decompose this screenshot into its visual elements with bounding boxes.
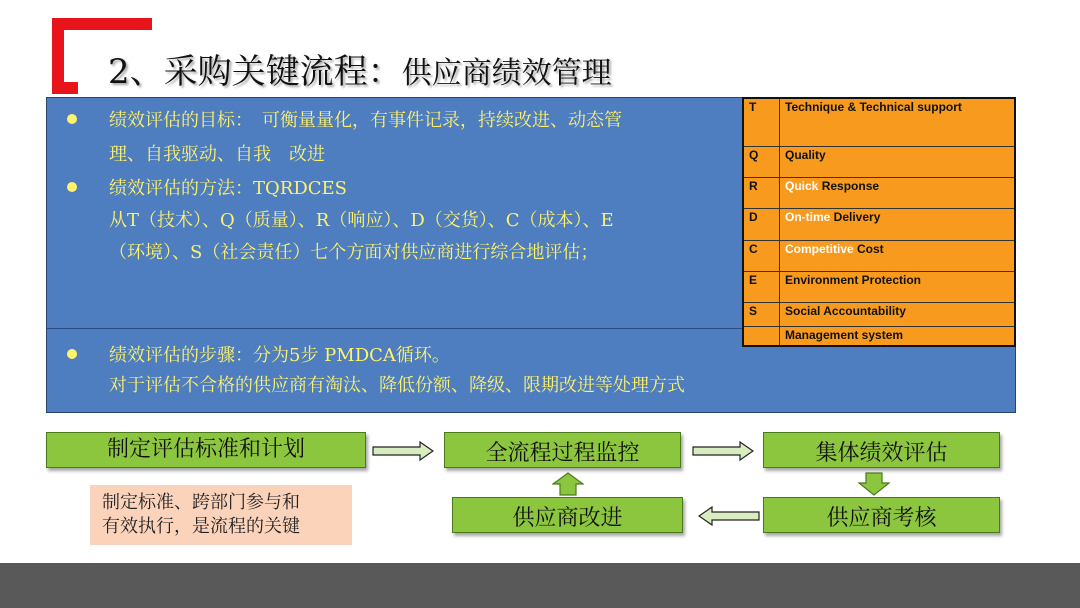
- tqrdces-table: [742, 97, 1016, 347]
- flow-step-set-standards: 制定评估标准和计划: [46, 432, 366, 468]
- table-letter: E: [743, 271, 780, 302]
- table-letter: [743, 327, 780, 346]
- table-row: [743, 303, 1015, 327]
- flow-step-assessment: 供应商考核: [763, 497, 1000, 533]
- goal-line-2: 理、自我驱动、自我 改进: [109, 144, 325, 165]
- key-note-line-1: 制定标准、跨部门参与和: [102, 492, 300, 513]
- arrow-right-icon: [692, 441, 754, 461]
- footer-bar: [0, 563, 1080, 608]
- method-detail-line-2: （环境）、S（社会责任）七个方面对供应商进行综合地评估；: [109, 242, 599, 263]
- table-desc: Competitive Cost: [780, 240, 1016, 271]
- bullet-icon: [67, 114, 77, 124]
- table-desc: Social Accountability: [780, 303, 1016, 327]
- title-sub: 供应商绩效管理: [401, 56, 612, 91]
- table-desc: Technique & Technical support: [780, 98, 1016, 146]
- method-detail-line-1: 从T（技术）、Q（质量）、R（响应）、D（交货）、C（成本）、E: [109, 210, 614, 231]
- table-desc: Environment Protection: [780, 271, 1016, 302]
- title-main: 2、采购关键流程：: [108, 52, 402, 92]
- red-bracket-bottom: [52, 82, 78, 94]
- key-note-line-2: 有效执行，是流程的关键: [102, 516, 300, 537]
- goal-line-1: 绩效评估的目标： 可衡量量化，有事件记录，持续改进、动态管: [109, 110, 622, 131]
- table-row: [743, 209, 1015, 240]
- table-row: [743, 327, 1015, 346]
- table-letter: R: [743, 178, 780, 209]
- table-letter: Q: [743, 146, 780, 177]
- bullet-icon: [67, 182, 77, 192]
- flow-step-improvement: 供应商改进: [452, 497, 683, 533]
- table-letter: S: [743, 303, 780, 327]
- method-line: 绩效评估的方法：TQRDCES: [109, 178, 347, 199]
- table-row: [743, 146, 1015, 177]
- page-title: [108, 44, 612, 93]
- arrow-left-icon: [698, 506, 760, 526]
- table-letter: C: [743, 240, 780, 271]
- red-bracket-top: [52, 18, 152, 30]
- arrow-up-icon: [552, 472, 584, 496]
- table-row: [743, 271, 1015, 302]
- table-row: [743, 178, 1015, 209]
- handling-line: 对于评估不合格的供应商有淘汰、降低份额、降级、限期改进等处理方式: [109, 375, 685, 396]
- flow-step-evaluation: 集体绩效评估: [763, 432, 1000, 468]
- table-desc: Quick Response: [780, 178, 1016, 209]
- arrow-down-icon: [858, 472, 890, 496]
- key-note: [90, 485, 352, 545]
- table-letter: T: [743, 98, 780, 146]
- bullet-icon: [67, 349, 77, 359]
- table-letter: D: [743, 209, 780, 240]
- arrow-right-icon: [372, 441, 434, 461]
- table-desc: Management system: [780, 327, 1016, 346]
- table-desc: On-time Delivery: [780, 209, 1016, 240]
- table-desc: Quality: [780, 146, 1016, 177]
- flow-step-monitoring: 全流程过程监控: [444, 432, 681, 468]
- table-row: [743, 98, 1015, 146]
- table-row: [743, 240, 1015, 271]
- steps-line: 绩效评估的步骤：分为5步 PMDCA循环。: [109, 345, 450, 366]
